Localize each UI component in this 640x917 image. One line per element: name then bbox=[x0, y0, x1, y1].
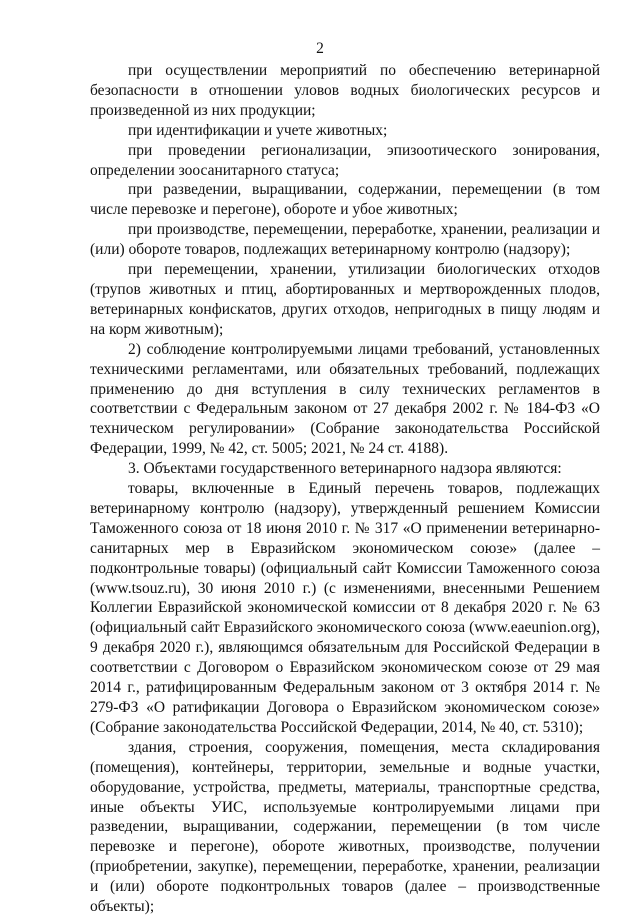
document-body bbox=[90, 61, 600, 917]
paragraph-controlled-goods: товары, включенные в Единый перечень товаров, подлежащих ветеринарному контролю (надзору), утвержденный решением Комиссии Таможенного союза от 18 июня 2010 г. № 317 «О применении ветеринарно-санитарных мер в Евразийском экономическом союзе» (далее – подконтрольные товары) (официальный сайт Комиссии Таможенного союза (www.tsouz.ru), 30 июня 2010 г.) (с изменениями, внесенными Решением Коллегии Евразийской экономической комиссии от 8 декабря 2020 г. № 63 (официальный сайт Евразийского экономического союза (www.eaeunion.org), 9 декабря 2020 г.), являющимся обязательным для Российской Федерации в соответствии с Договором о Евразийском экономическом союзе от 29 мая 2014 г., ратифицированным Федеральным законом от 3 октября 2014 г. № 279-ФЗ «О ратификации Договора о Евразийском экономическом союзе» (Собрание законодательства Российской Федерации, 2014, № 40, ст. 5310); bbox=[90, 480, 600, 736]
paragraph-regionalization: при проведении регионализации, эпизоотического зонирования, определении зоосанитарного статуса; bbox=[90, 141, 600, 179]
paragraph-item-3-supervision-objects: 3. Объектами государственного ветеринарного надзора являются: bbox=[128, 460, 562, 478]
paragraph-biological-waste: при перемещении, хранении, утилизации биологических отходов (трупов животных и птиц, абортированных и мертворожденных плодов, ветеринарных конфискатов, других отходов, непригодных в пищу людям и на корм животным); bbox=[90, 261, 600, 338]
paragraph-veterinary-safety-catches: при осуществлении мероприятий по обеспечению ветеринарной безопасности в отношении уловов водных биологических ресурсов и произведенной из них продукции; bbox=[90, 62, 600, 119]
paragraph-production-objects: здания, строения, сооружения, помещения, места складирования (помещения), контейнеры, территории, земельные и водные участки, оборудование, устройства, предметы, материалы, транспортные средства, иные объекты УИС, используемые контролируемыми лицами при разведении, выращивании, содержании, перемещении (в том числе перевозке и перегоне), обороте животных, производстве, получении (приобретении, закупке), перемещении, переработке, хранении, реализации и (или) обороте подконтрольных товаров (далее – производственные объекты); bbox=[90, 738, 600, 916]
paragraph-animal-identification: при идентификации и учете животных; bbox=[128, 121, 388, 139]
page-number: 2 bbox=[316, 40, 324, 57]
paragraph-item-2-technical-regulations: 2) соблюдение контролируемыми лицами требований, установленных техническими регламентами, или обязательных требований, подлежащих применению до дня вступления в силу технических регламентов в соответствии с Федеральным законом от 27 декабря 2002 г. № 184-ФЗ «О техническом регулировании» (Собрание законодательства Российской Федерации, 1999, № 42, ст. 5005; 2021, № 24 ст. 4188). bbox=[90, 340, 600, 458]
paragraph-animal-breeding: при разведении, выращивании, содержании, перемещении (в том числе перевозке и перегоне), обороте и убое животных; bbox=[90, 181, 600, 219]
paragraph-goods-production: при производстве, перемещении, переработке, хранении, реализации и (или) обороте товаров, подлежащих ветеринарному контролю (надзору); bbox=[90, 221, 600, 259]
